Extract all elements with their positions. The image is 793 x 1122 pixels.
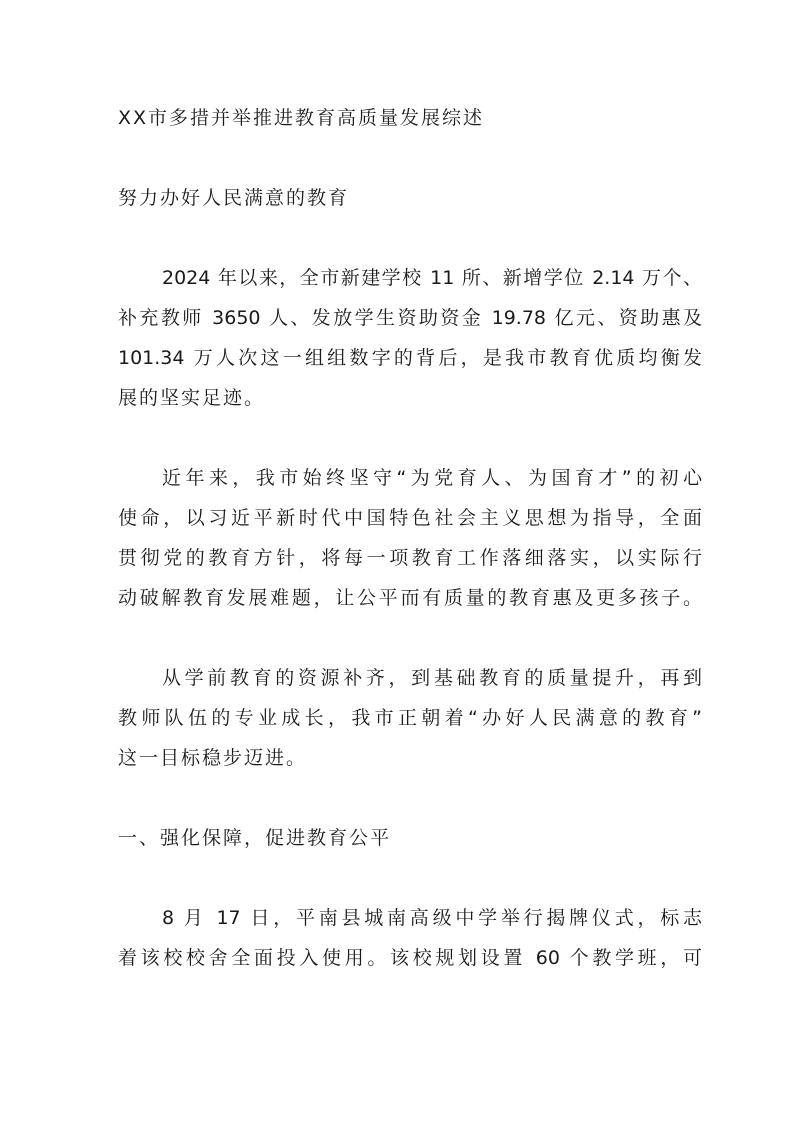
paragraph-line: 动破解教育发展难题，让公平而有质量的教育惠及更多孩子。 xyxy=(118,587,702,609)
paragraph-line: 着该校校舍全面投入使用。该校规划设置 60 个教学班，可 xyxy=(118,947,702,969)
paragraph-line: 贯彻党的教育方针，将每一项教育工作落细落实，以实际行 xyxy=(118,547,702,569)
document-page xyxy=(118,98,702,978)
paragraph-line: 补充教师 3650 人、发放学生资助资金 19.78 亿元、资助惠及 xyxy=(118,307,702,329)
paragraph-line: 近年来，我市始终坚守“为党育人、为国育才”的初心 xyxy=(162,467,702,489)
section-heading: 一、强化保障，促进教育公平 xyxy=(118,827,392,849)
paragraph-line: 8 月 17 日，平南县城南高级中学举行揭牌仪式，标志 xyxy=(162,907,702,929)
paragraph-2 xyxy=(118,458,702,618)
document-title: XX市多措并举推进教育高质量发展综述 xyxy=(118,107,485,129)
paragraph-1 xyxy=(118,258,702,418)
paragraph-line: 使命，以习近平新时代中国特色社会主义思想为指导，全面 xyxy=(118,507,702,529)
section-paragraph xyxy=(118,898,702,978)
paragraph-3 xyxy=(118,658,702,778)
paragraph-line: 2024 年以来，全市新建学校 11 所、新增学位 2.14 万个、 xyxy=(162,267,702,289)
paragraph-line: 这一目标稳步迈进。 xyxy=(118,747,308,769)
paragraph-line: 展的坚实足迹。 xyxy=(118,387,266,409)
paragraph-line: 101.34 万人次这一组组数字的背后，是我市教育优质均衡发 xyxy=(118,347,702,369)
paragraph-line: 教师队伍的专业成长，我市正朝着“办好人民满意的教育” xyxy=(118,707,702,729)
document-subtitle: 努力办好人民满意的教育 xyxy=(118,187,350,209)
paragraph-line: 从学前教育的资源补齐，到基础教育的质量提升，再到 xyxy=(162,667,702,689)
